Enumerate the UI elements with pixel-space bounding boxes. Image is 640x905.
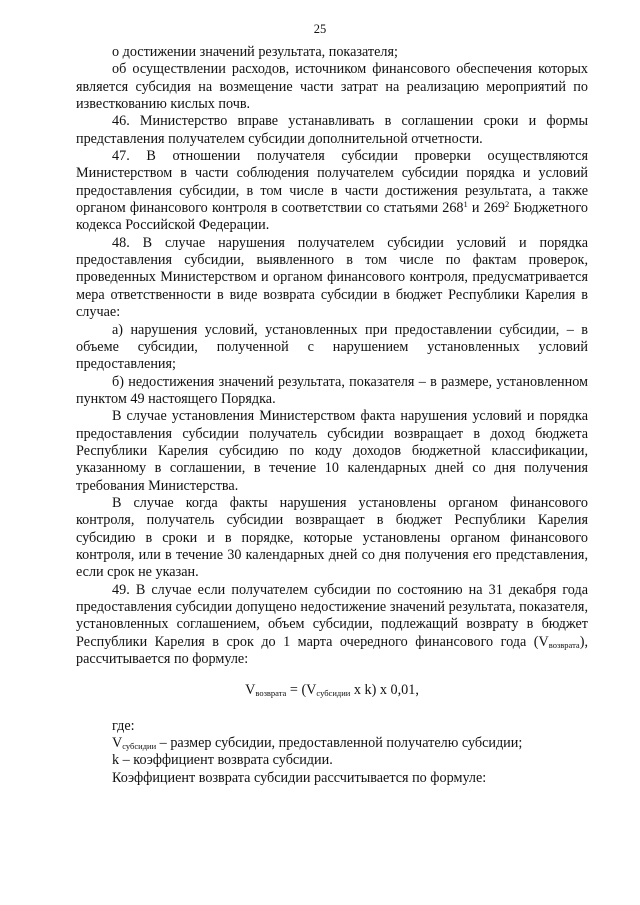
paragraph-47-end: Бюджетного кодекса Российской Федерации. <box>76 200 589 234</box>
paragraph-49 <box>76 582 588 669</box>
definition-v-subsidy <box>76 735 588 752</box>
formula-rest: x k) x 0,01, <box>350 682 419 699</box>
article-269-sup: 2 <box>504 199 510 210</box>
paragraph-47-text: 47. В отношении получателя субсидии проверки осуществляются Министерством в части соблюдения получателем субсидии порядка и условий предоставления субсидии, в том числе в части достижения результата, а также органом финансового контроля в соответствии со статьями 268 <box>76 148 588 217</box>
formula-sub-subsidy: субсидии <box>316 688 351 699</box>
formula-eq-open: = (V <box>286 682 317 699</box>
v-return-sub: возврата <box>548 639 580 650</box>
paragraph-where: где: <box>112 717 135 734</box>
paragraph-48-a: а) нарушения условий, установленных при предоставлении субсидии, – в объеме субсидии, полученной с нарушением установленных условий предоставления; <box>76 321 588 373</box>
paragraph-47-mid: и 269 <box>467 200 505 217</box>
paragraph-49-end: ), рассчитывается по формуле: <box>76 633 588 668</box>
paragraph-49-text: 49. В случае если получателем субсидии по состоянию на 31 декабря года предоставления субсидии допущено недостижение значений результата, показателя, установленных соглашением, объем субсидии, подлежащий возврату в бюджет Республики Карелия в срок до 1 марта очередного финансового года (V <box>76 581 588 650</box>
paragraph-46: 46. Министерство вправе устанавливать в соглашении сроки и формы представления получателем субсидии дополнительной отчетности. <box>76 113 588 147</box>
page-number: 25 <box>313 22 327 36</box>
definition-k: k – коэффициент возврата субсидии. <box>112 752 333 769</box>
paragraph-coefficient: Коэффициент возврата субсидии рассчитывается по формуле: <box>112 769 487 786</box>
paragraph-48-b: б) недостижения значений результата, показателя – в размере, установленном пунктом 49 настоящего Порядка. <box>76 373 588 407</box>
paragraph-result-achievement: о достижении значений результата, показателя; <box>112 44 398 60</box>
def-v-text: – размер субсидии, предоставленной получателю субсидии; <box>159 735 523 752</box>
article-268-sup: 1 <box>463 199 468 210</box>
formula-v: V <box>245 682 256 699</box>
paragraph-48: 48. В случае нарушения получателем субсидии условий и порядка предоставления субсидии, выявленного в том числе по фактам проверок, проведенных Министерством и органом финансового контроля, предусматривается мера ответственности в виде возврата субсидии в бюджет Республики Карелия в случае: <box>76 234 588 321</box>
paragraph-47 <box>76 148 588 235</box>
def-v: V <box>112 735 123 752</box>
paragraph-expenses: об осуществлении расходов, источником финансового обеспечения которых является субсидия на возмещение части затрат на реализацию мероприятий по известкованию кислых почв. <box>76 61 588 113</box>
paragraph-ministry-return: В случае установления Министерством факта нарушения условий и порядка предоставления субсидии получатель субсидии возвращает в доход бюджета Республики Карелия субсидию по коду доходов бюджетной классификации, указанному в соглашении, в течение 10 календарных дней со дня получения требования Министерства. <box>76 408 588 494</box>
def-v-sub: субсидии <box>122 741 157 752</box>
document-body <box>76 44 588 787</box>
paragraph-control-return: В случае когда факты нарушения установлены органом финансового контроля, получатель субсидии возвращает в бюджет Республики Карелия субсидию в сроки и в порядке, которые установлены органом финансового контроля, или в течение 30 календарных дней со дня получения его представления, если срок не указан. <box>76 494 588 581</box>
formula-sub-return: возврата <box>255 688 287 699</box>
return-formula <box>76 682 588 699</box>
